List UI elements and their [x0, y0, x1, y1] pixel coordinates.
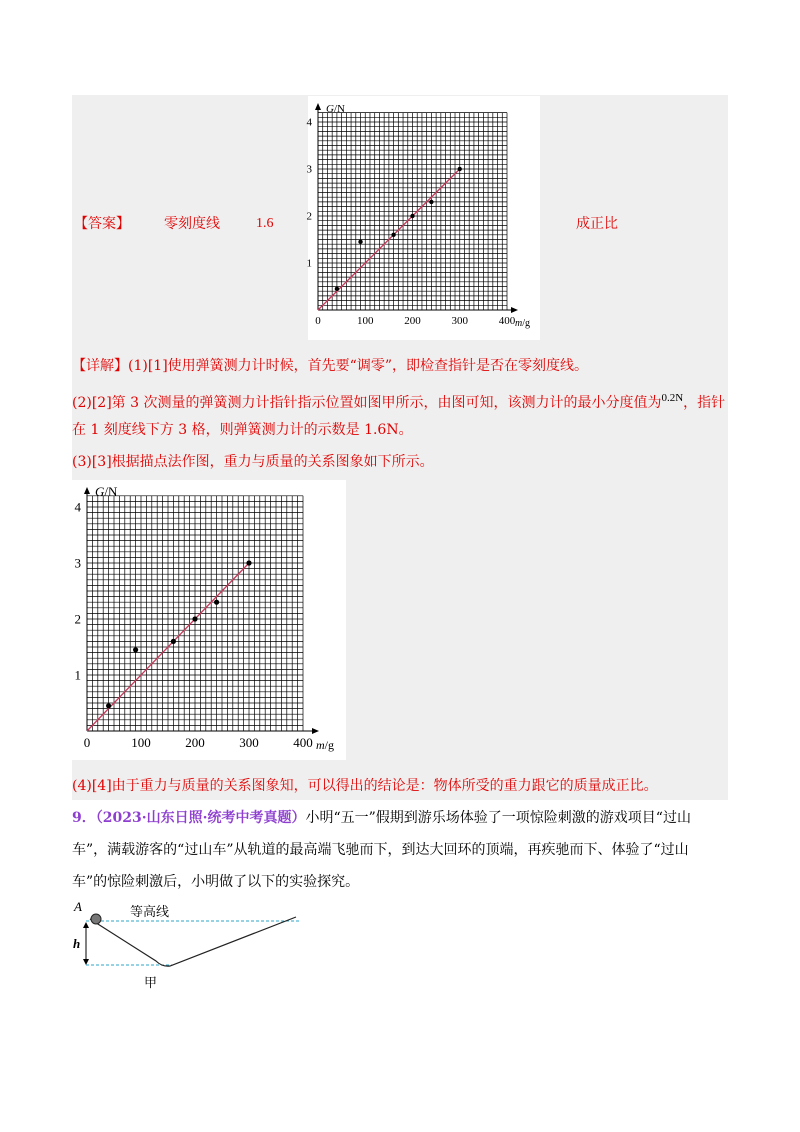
data-point: [429, 200, 433, 204]
y-axis-label: G/N: [95, 484, 118, 499]
x-tick-label: 0: [315, 315, 321, 327]
x-tick-label: 0: [83, 735, 91, 750]
answer-label: 【答案】: [74, 216, 130, 232]
track: [90, 917, 296, 966]
y-axis-arrow: [84, 487, 90, 494]
question-9-line-2: 车”，满载游客的“过山车”从轨道的最高端飞驰而下，到达大回环的顶端，再疾驰而下、体验了“过山: [72, 842, 689, 858]
y-tick-label: 4: [74, 499, 81, 515]
x-tick-label: 200: [404, 315, 421, 327]
data-point: [246, 560, 251, 565]
question-9-line-3: 车”的惊险刺激后，小明做了以下的实验探究。: [72, 874, 360, 890]
x-tick-label: 300: [451, 315, 468, 327]
y-axis-label: G/N: [326, 103, 345, 115]
detail-graph-svg: [72, 480, 346, 760]
answer-blank-1: 零刻度线: [164, 216, 220, 232]
x-tick-label: 400: [498, 315, 516, 327]
x-tick-label: 100: [131, 735, 151, 750]
question-9-line-1: [72, 808, 691, 828]
detail-line-5: (4)[4]由于重力与质量的关系图象知，可以得出的结论是：物体所受的重力跟它的质量成正比。: [72, 778, 658, 794]
x-tick-label: 100: [357, 315, 374, 327]
y-tick-label: 1: [306, 257, 312, 270]
y-tick-label: 1: [74, 667, 81, 683]
x-axis-arrow: [511, 307, 518, 313]
data-point: [133, 647, 138, 652]
y-tick-label: 3: [74, 555, 81, 571]
data-point: [358, 240, 362, 244]
detail-label: 【详解】: [72, 358, 128, 374]
answer-blank-4: 成正比: [576, 216, 618, 232]
y-tick-label: 4: [306, 116, 312, 129]
detail-line-3: 在 1 刻度线下方 3 格，则弹簧测力计的示数是 1.6N。: [72, 422, 413, 438]
height-arrow-top: [83, 922, 89, 928]
min-division-value: 0.2N: [661, 392, 684, 404]
data-point: [214, 600, 219, 605]
data-point: [458, 167, 462, 171]
x-axis-arrow: [312, 728, 319, 734]
contour-label: 等高线: [130, 905, 170, 920]
data-point: [410, 214, 414, 218]
detail-line-1: [72, 356, 588, 376]
data-point: [192, 616, 197, 621]
y-tick-label: 2: [306, 210, 312, 223]
point-a-label: A: [74, 899, 82, 914]
y-axis-arrow: [315, 103, 321, 110]
answer-graph: [308, 96, 540, 340]
data-point: [335, 287, 339, 291]
x-tick-label: 300: [239, 735, 259, 750]
x-axis-label: m/g: [515, 318, 531, 329]
x-axis-label: m/g: [316, 738, 335, 752]
data-point: [391, 233, 395, 237]
ball: [91, 914, 101, 924]
detail-graph: [72, 480, 346, 760]
height-label: h: [73, 936, 81, 951]
x-tick-label: 200: [185, 735, 205, 750]
data-point: [106, 703, 111, 708]
question-source: （2023·山东日照·统考中考真题）: [95, 810, 306, 826]
y-tick-label: 2: [74, 611, 81, 627]
figure-caption: 甲: [144, 976, 158, 991]
data-point: [171, 639, 176, 644]
detail-line-1-text: (1)[1]使用弹簧测力计时候，首先要“调零”，即检查指针是否在零刻度线。: [128, 358, 588, 374]
answer-blank-2: 1.6: [256, 216, 274, 231]
figure-jia: [72, 895, 312, 995]
question-line-1-text: 小明“五一”假期到游乐场体验了一项惊险刺激的游戏项目“过山: [305, 810, 691, 826]
height-arrow-bottom: [83, 959, 89, 965]
detail-line-2-text-b: ，指针: [683, 395, 726, 411]
detail-line-2-text-a: (2)[2]第 3 次测量的弹簧测力计指针指示位置如图甲所示，由图可知，该测力计的最小分度值为: [72, 395, 662, 411]
answer-graph-svg: [308, 96, 540, 340]
y-tick-label: 3: [306, 163, 312, 176]
x-tick-label: 400: [293, 735, 313, 750]
detail-line-4: (3)[3]根据描点法作图，重力与质量的关系图象如下所示。: [72, 454, 434, 470]
detail-line-2: [72, 388, 725, 413]
question-number: 9．: [72, 810, 96, 826]
